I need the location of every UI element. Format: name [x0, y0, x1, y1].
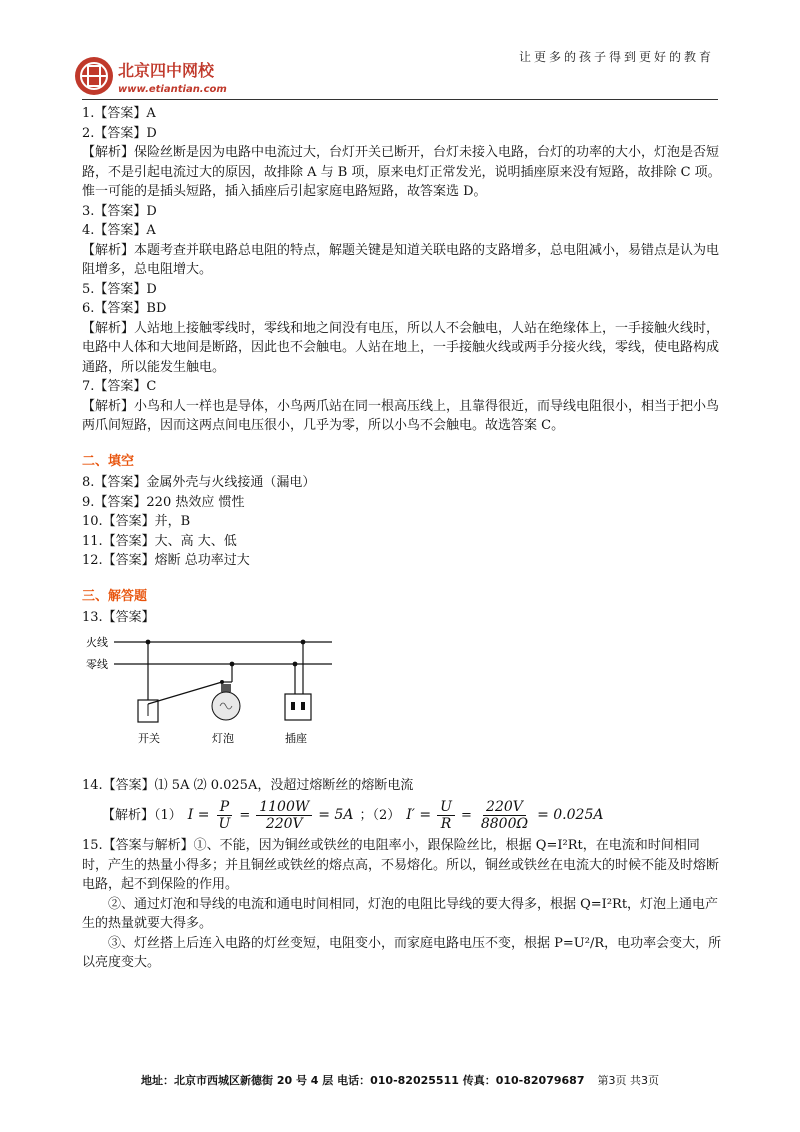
analysis-7: 【解析】小鸟和人一样也是导体，小鸟两爪站在同一根高压线上，且靠得很近，而导线电阻很小，相当于把小鸟两爪间短路，因而这两点间电压很小，几乎为零，所以小鸟不会触电。故选答案 C。	[82, 398, 720, 433]
socket-label: 插座	[285, 731, 307, 745]
answer-9: 9.【答案】220 热效应 惯性	[82, 494, 245, 510]
formula-2-result: = 0.025A	[537, 806, 604, 823]
formula-14	[82, 799, 722, 832]
answer-13: 13.【答案】	[82, 610, 155, 625]
formula-label: 【解析】（1）	[102, 807, 182, 823]
answer-14: 14.【答案】⑴ 5A ⑵ 0.025A，没超过熔断丝的熔断电流	[82, 777, 414, 793]
answer-6: 6.【答案】BD	[82, 301, 167, 316]
answer-5: 5.【答案】D	[82, 281, 157, 297]
answer-3: 3.【答案】D	[82, 203, 157, 219]
formula-1-frac-b: $\frac{1100W}{220V}$	[256, 799, 312, 832]
formula-1-eq: =	[239, 807, 251, 823]
answer-10: 10.【答案】并，B	[82, 514, 191, 529]
footer-address: 地址：北京市西城区新德街 20 号 4 层 电话：010-82025511 传真：010-82079687	[141, 1074, 585, 1087]
logo-url: www.etiantian.com	[118, 84, 227, 95]
formula-1-lhs: I =	[187, 806, 210, 823]
live-wire-label: 火线	[86, 635, 108, 649]
answer-content	[82, 104, 722, 973]
switch-label: 开关	[138, 731, 160, 745]
answer-7: 7.【答案】C	[82, 379, 157, 394]
bulb-label: 灯泡	[212, 731, 234, 745]
answer-8: 8.【答案】金属外壳与火线接通（漏电）	[82, 475, 316, 490]
circuit-diagram	[82, 630, 342, 762]
page-footer	[0, 1072, 800, 1088]
formula-separator: ；（2）	[359, 807, 401, 823]
school-logo	[72, 54, 272, 100]
header-slogan: 让更多的孩子得到更好的教育	[518, 50, 714, 64]
formula-2-frac-b: $\frac{220V}{8800\Omega}$	[480, 799, 529, 832]
section-fill-title: 二、填空	[82, 453, 135, 469]
answer-1: 1.【答案】A	[82, 106, 156, 121]
answer-2: 2.【答案】D	[82, 125, 157, 141]
answer-12: 12.【答案】熔断 总功率过大	[82, 553, 250, 568]
formula-1-result: = 5A	[318, 806, 354, 823]
formula-2-eq: =	[460, 807, 472, 823]
header-rule	[82, 99, 718, 100]
logo-text: 北京四中网校	[118, 61, 215, 80]
formula-2-frac-a: $\frac{U}{R}$	[437, 799, 455, 832]
formula-2-lhs: I′ =	[406, 806, 432, 823]
analysis-4: 【解析】本题考查并联电路总电阻的特点，解题关键是知道关联电路的支路增多，总电阻减小，易错点是认为电阻增多，总电阻增大。	[82, 242, 720, 277]
answer-15-part-2: ②、通过灯泡和导线的电流和通电时间相同，灯泡的电阻比导线的要大得多，根据 Q=I²Rt，灯泡上通电产生的热量就要大得多。	[82, 896, 719, 931]
footer-page: 第3页 共3页	[597, 1074, 659, 1087]
answer-4: 4.【答案】A	[82, 223, 156, 238]
answer-15-part-3: ③、灯丝搭上后连入电路的灯丝变短，电阻变小，而家庭电路电压不变，根据 P=U²/R，电功率会变大，所以亮度变大。	[82, 935, 722, 970]
analysis-2: 【解析】保险丝断是因为电路中电流过大，台灯开关已断开，台灯未接入电路，台灯的功率的大小，灯泡是否短路，不是引起电流过大的原因，故排除 A 与 B 项，原来电灯正常发光，说明插座原来没有短路，故排除 C 项。 惟一可能的是插头短路，插入插座后引起家庭电路短路，故答案选 D。	[82, 145, 721, 199]
neutral-wire-label: 零线	[86, 657, 108, 671]
page-header	[72, 40, 720, 100]
analysis-6: 【解析】人站地上接触零线时，零线和地之间没有电压，所以人不会触电，人站在绝缘体上，一手接触火线时，电路中人体和大地间是断路，因此也不会触电。人站在地上，一手接触火线或两手分接火线，零线，使电路构成通路，所以能发生触电。	[82, 320, 720, 375]
answer-11: 11.【答案】大、高 大、低	[82, 533, 237, 549]
answer-15-part-1: 15.【答案与解析】①、不能，因为铜丝或铁丝的电阻率小，跟保险丝比，根据 Q=I²Rt，在电流和时间相同时，产生的热量小得多；并且铜丝或铁丝的熔点高，不易熔化。所以，铜丝或铁丝在电流大的时候不能及时熔断电路，起不到保险的作用。	[82, 838, 720, 892]
formula-1-frac-a: $\frac{P}{U}$	[218, 799, 231, 832]
section-answer-title: 三、解答题	[82, 588, 148, 604]
